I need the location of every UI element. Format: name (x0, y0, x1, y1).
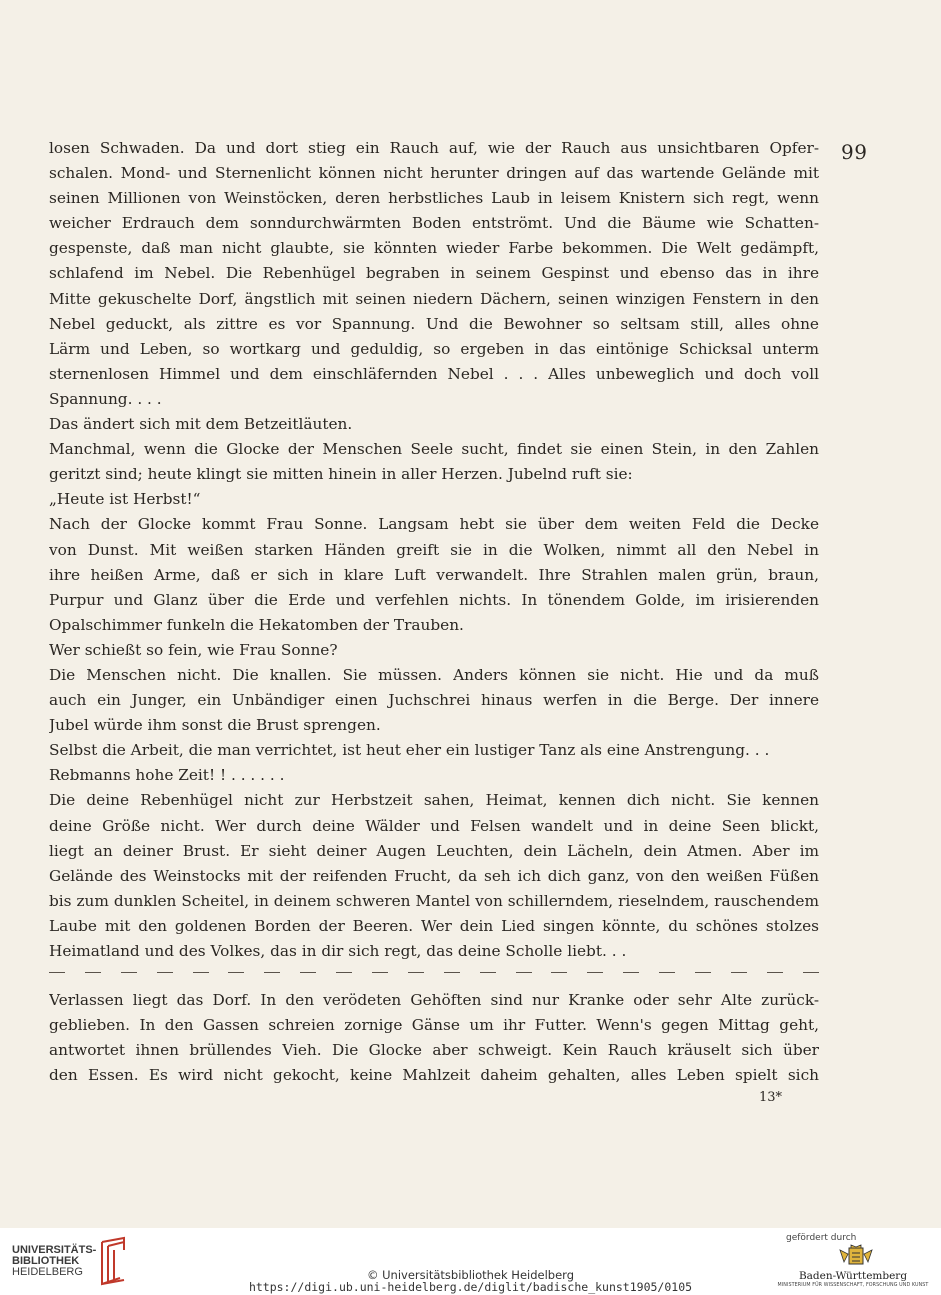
divider-dash (336, 972, 352, 973)
text-line: antwortet ihnen brüllendes Vieh. Die Glocke aber schweigt. Kein Rauch kräuselt sich über (49, 1041, 819, 1060)
text-line: „Heute ist Herbst!“ (49, 490, 201, 509)
divider-dash (228, 972, 244, 973)
text-line: Gelände des Weinstocks mit der reifenden Frucht, da seh ich dich ganz, von den weißen Füßen (49, 866, 819, 885)
divider-dash (193, 972, 209, 973)
section-divider (49, 965, 819, 979)
divider-dash (480, 972, 496, 973)
text-line: Spannung. . . . (49, 389, 162, 408)
text-line: Laube mit den goldenen Borden der Beeren. Wer dein Lied singen könnte, du schönes stolzes (49, 916, 819, 935)
divider-dash (803, 972, 819, 973)
footer-bar (0, 1228, 941, 1295)
body-text-continued (49, 988, 819, 1088)
text-line: bis zum dunklen Scheitel, in deinem schweren Mantel von schillerndem, rieselndem, rauschendem (49, 891, 819, 910)
divider-dash (731, 972, 747, 973)
text-line: Wer schießt so fein, wie Frau Sonne? (49, 640, 338, 659)
text-line: Mitte gekuschelte Dorf, ängstlich mit seinen niedern Dächern, seinen winzigen Fenstern in den (49, 289, 819, 308)
baden-wuerttemberg-crest-icon (836, 1244, 876, 1268)
text-line: Nebel geduckt, als zittre es vor Spannung. Und die Bewohner so seltsam still, alles ohne (49, 314, 819, 333)
text-line: Verlassen liegt das Dorf. In den verödeten Gehöften sind nur Kranke oder sehr Alte zurück- (49, 991, 819, 1009)
text-line: Die Menschen nicht. Die knallen. Sie müssen. Anders können sie nicht. Hie und da muß (49, 665, 819, 684)
text-line: von Dunst. Mit weißen starken Händen greift sie in die Wolken, nimmt all den Nebel in (49, 540, 819, 559)
text-line: deine Größe nicht. Wer durch deine Wälder und Felsen wandelt und in deine Seen blickt, (49, 816, 819, 835)
permalink-url[interactable]: https://digi.ub.uni-heidelberg.de/diglit/badische_kunst1905/0105 (248, 1280, 693, 1294)
divider-dash (767, 972, 783, 973)
text-line: schalen. Mond- und Sternenlicht können nicht herunter dringen auf das wartende Gelände mit (49, 164, 819, 183)
text-line: Das ändert sich mit dem Betzeitläuten. (49, 415, 353, 434)
divider-dash (49, 972, 65, 973)
divider-dash (85, 972, 101, 973)
text-line: Nach der Glocke kommt Frau Sonne. Langsam hebt sie über dem weiten Feld die Decke (49, 515, 819, 534)
text-line: den Essen. Es wird nicht gekocht, keine Mahlzeit daheim gehalten, alles Leben spielt sich (49, 1066, 819, 1085)
text-line: liegt an deiner Brust. Er sieht deiner Augen Leuchten, dein Lächeln, dein Atmen. Aber im (49, 841, 819, 860)
text-line: Selbst die Arbeit, die man verrichtet, ist heut eher ein lustiger Tanz als eine Anstrengung. . . (49, 741, 770, 760)
divider-dash (623, 972, 639, 973)
text-line: Jubel würde ihm sonst die Brust sprengen. (49, 716, 381, 735)
divider-dash (444, 972, 460, 973)
text-line: Lärm und Leben, so wortkarg und geduldig, so ergeben in das eintönige Schicksal unterm (49, 339, 819, 358)
divider-dash (300, 972, 316, 973)
divider-dash (408, 972, 424, 973)
divider-dash (659, 972, 675, 973)
divider-dash (551, 972, 567, 973)
ub-logo-line3: HEIDELBERG (12, 1266, 83, 1278)
signature-mark: 13* (759, 1090, 783, 1105)
divider-dash (695, 972, 711, 973)
divider-dash (372, 972, 388, 973)
text-line: auch ein Junger, ein Unbändiger einen Juchschrei hinaus werfen in die Berge. Der innere (49, 691, 819, 710)
body-text (49, 136, 819, 964)
text-line: Manchmal, wenn die Glocke der Menschen Seele sucht, findet sie einen Stein, in den Zahlen (49, 440, 819, 459)
funder-ministry: MINISTERIUM FÜR WISSENSCHAFT, FORSCHUNG UND KUNST (777, 1283, 929, 1288)
text-line: geritzt sind; heute klingt sie mitten hinein in aller Herzen. Jubelnd ruft sie: (49, 465, 633, 484)
text-line: Die deine Rebenhügel nicht zur Herbstzeit sahen, Heimat, kennen dich nicht. Sie kennen (49, 791, 819, 810)
text-line: gespenste, daß man nicht glaubte, sie könnten wieder Farbe bekommen. Die Welt gedämpft, (49, 239, 819, 258)
ub-logo-line1: UNIVERSITÄTS- (12, 1244, 97, 1256)
funder-name: Baden-Württemberg (798, 1270, 908, 1282)
divider-dash (121, 972, 137, 973)
text-line: Rebmanns hohe Zeit! ! . . . . . . (49, 766, 285, 785)
ub-logo-line2: BIBLIOTHEK (12, 1255, 80, 1267)
text-line: ihre heißen Arme, daß er sich in klare Luft verwandelt. Ihre Strahlen malen grün, braun, (49, 565, 819, 584)
text-line: losen Schwaden. Da und dort stieg ein Rauch auf, wie der Rauch aus unsichtbaren Opfer- (49, 139, 819, 157)
text-line: Opalschimmer funkeln die Hekatomben der Trauben. (49, 615, 464, 634)
page-number: 99 (841, 140, 868, 164)
copyright-notice: © Universitätsbibliothek Heidelberg (366, 1268, 574, 1282)
divider-dash (264, 972, 280, 973)
text-line: schlafend im Nebel. Die Rebenhügel begraben in seinem Gespinst und ebenso das in ihre (49, 264, 819, 283)
text-line: Heimatland und des Volkes, das in dir sich regt, das deine Scholle liebt. . . (49, 942, 627, 960)
text-line: seinen Millionen von Weinstöcken, deren herbstliches Laub in leisem Knistern sich regt, wenn (49, 189, 819, 208)
divider-dash (516, 972, 532, 973)
text-line: sternenlosen Himmel und dem einschläfernden Nebel . . . Alles unbeweglich und doch voll (49, 364, 819, 383)
text-line: weicher Erdrauch dem sonndurchwärmten Boden entströmt. Und die Bäume wie Schatten- (49, 214, 819, 233)
text-line: Purpur und Glanz über die Erde und verfehlen nichts. In tönendem Golde, im irisierenden (49, 590, 819, 609)
text-line: geblieben. In den Gassen schreien zornige Gänse um ihr Futter. Wenn's gegen Mittag geht, (49, 1016, 819, 1035)
divider-dash (157, 972, 173, 973)
divider-dash (587, 972, 603, 973)
funded-by-label: gefördert durch (786, 1233, 857, 1243)
